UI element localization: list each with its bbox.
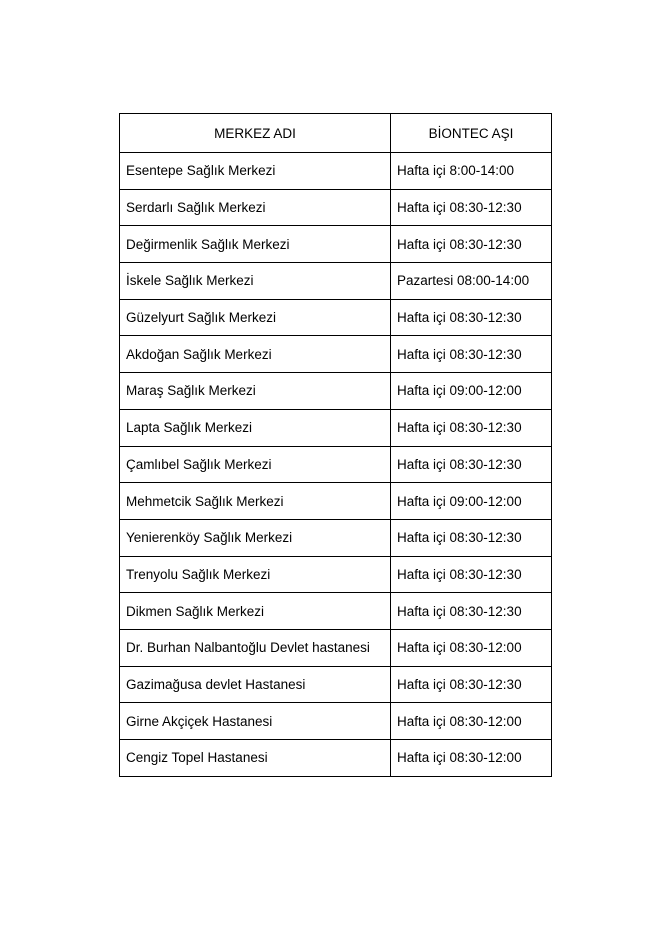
center-name-cell: Esentepe Sağlık Merkezi <box>120 153 391 190</box>
vaccine-hours-cell: Hafta içi 08:30-12:30 <box>391 666 552 703</box>
table-row <box>120 263 552 300</box>
center-name-cell: Lapta Sağlık Merkezi <box>120 409 391 446</box>
vaccine-hours-cell: Hafta içi 08:30-12:30 <box>391 336 552 373</box>
center-name-cell: Gazimağusa devlet Hastanesi <box>120 666 391 703</box>
vaccine-hours-cell: Hafta içi 08:30-12:30 <box>391 446 552 483</box>
table-row <box>120 666 552 703</box>
table-row <box>120 519 552 556</box>
table-row <box>120 373 552 410</box>
center-name-cell: Mehmetcik Sağlık Merkezi <box>120 483 391 520</box>
vaccine-hours-cell: Hafta içi 09:00-12:00 <box>391 483 552 520</box>
vaccine-hours-cell: Hafta içi 09:00-12:00 <box>391 373 552 410</box>
center-name-cell: Güzelyurt Sağlık Merkezi <box>120 299 391 336</box>
header-vaccine: BİONTEC AŞI <box>391 114 552 153</box>
center-name-cell: Akdoğan Sağlık Merkezi <box>120 336 391 373</box>
table-row <box>120 446 552 483</box>
center-name-cell: İskele Sağlık Merkezi <box>120 263 391 300</box>
table-row <box>120 226 552 263</box>
vaccine-hours-cell: Hafta içi 08:30-12:30 <box>391 226 552 263</box>
center-name-cell: Maraş Sağlık Merkezi <box>120 373 391 410</box>
vaccine-hours-cell: Pazartesi 08:00-14:00 <box>391 263 552 300</box>
vaccine-hours-cell: Hafta içi 08:30-12:30 <box>391 299 552 336</box>
vaccine-hours-cell: Hafta içi 08:30-12:00 <box>391 703 552 740</box>
center-name-cell: Trenyolu Sağlık Merkezi <box>120 556 391 593</box>
header-center-name: MERKEZ ADI <box>120 114 391 153</box>
center-name-cell: Cengiz Topel Hastanesi <box>120 740 391 777</box>
table-row <box>120 409 552 446</box>
table-header-row <box>120 114 552 153</box>
center-name-cell: Yenierenköy Sağlık Merkezi <box>120 519 391 556</box>
vaccine-hours-cell: Hafta içi 08:30-12:30 <box>391 519 552 556</box>
vaccine-hours-cell: Hafta içi 08:30-12:30 <box>391 593 552 630</box>
table-row <box>120 740 552 777</box>
center-name-cell: Dikmen Sağlık Merkezi <box>120 593 391 630</box>
vaccine-hours-cell: Hafta içi 8:00-14:00 <box>391 153 552 190</box>
table-header <box>120 114 552 153</box>
center-name-cell: Çamlıbel Sağlık Merkezi <box>120 446 391 483</box>
center-name-cell: Dr. Burhan Nalbantoğlu Devlet hastanesi <box>120 629 391 666</box>
vaccine-hours-cell: Hafta içi 08:30-12:30 <box>391 409 552 446</box>
vaccine-hours-cell: Hafta içi 08:30-12:30 <box>391 556 552 593</box>
table-row <box>120 189 552 226</box>
vaccine-hours-cell: Hafta içi 08:30-12:00 <box>391 629 552 666</box>
table-row <box>120 703 552 740</box>
center-name-cell: Serdarlı Sağlık Merkezi <box>120 189 391 226</box>
vaccine-hours-cell: Hafta içi 08:30-12:30 <box>391 189 552 226</box>
table-row <box>120 336 552 373</box>
vaccine-hours-cell: Hafta içi 08:30-12:00 <box>391 740 552 777</box>
table-row <box>120 299 552 336</box>
center-name-cell: Değirmenlik Sağlık Merkezi <box>120 226 391 263</box>
table-row <box>120 629 552 666</box>
table-row <box>120 153 552 190</box>
center-name-cell: Girne Akçiçek Hastanesi <box>120 703 391 740</box>
table-body <box>120 153 552 777</box>
table-row <box>120 556 552 593</box>
vaccination-schedule-table <box>119 113 552 777</box>
table-row <box>120 483 552 520</box>
table-row <box>120 593 552 630</box>
